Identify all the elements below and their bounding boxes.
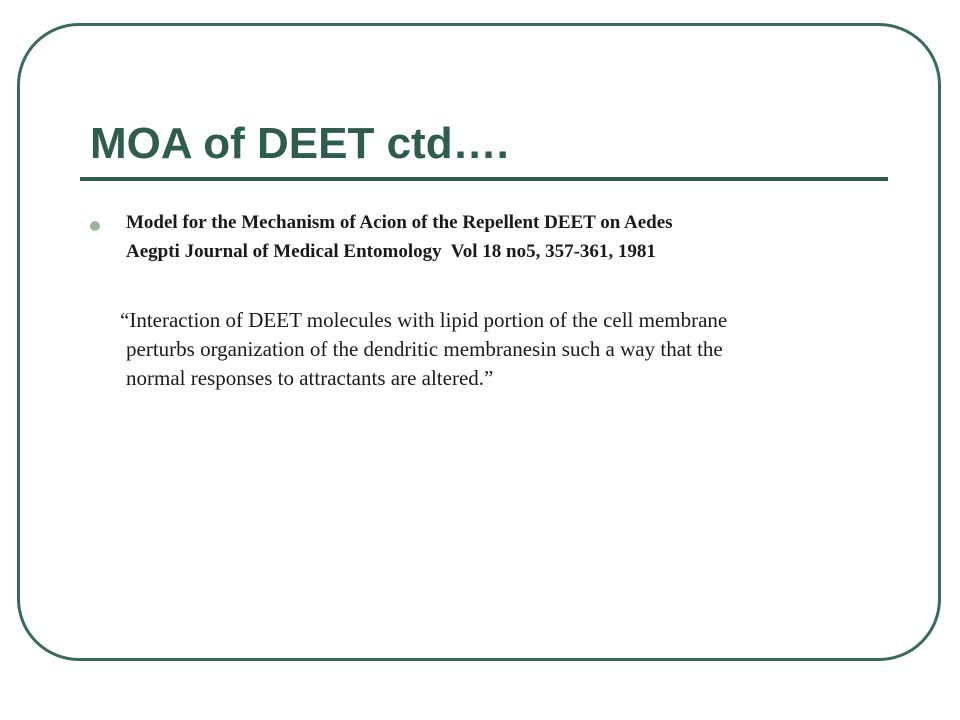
bullet-line-1: Model for the Mechanism of Acion of the Repellent DEET on Aedes [126, 212, 673, 233]
quote-text [120, 306, 846, 393]
quote-line-2: perturbs organization of the dendritic membranesin such a way that the [126, 337, 723, 361]
slide-title: MOA of DEET ctd…. [90, 119, 509, 168]
bullet-text [126, 208, 846, 266]
quote-line-1: “Interaction of DEET molecules with lipid portion of the cell membrane [120, 308, 728, 332]
bullet-line-2: Aegpti Journal of Medical Entomology Vol 18 no5, 357-361, 1981 [126, 241, 656, 262]
bullet-dot-icon [90, 221, 100, 231]
quote-line-3: normal responses to attractants are altered.” [126, 366, 494, 390]
title-underline [80, 177, 888, 181]
